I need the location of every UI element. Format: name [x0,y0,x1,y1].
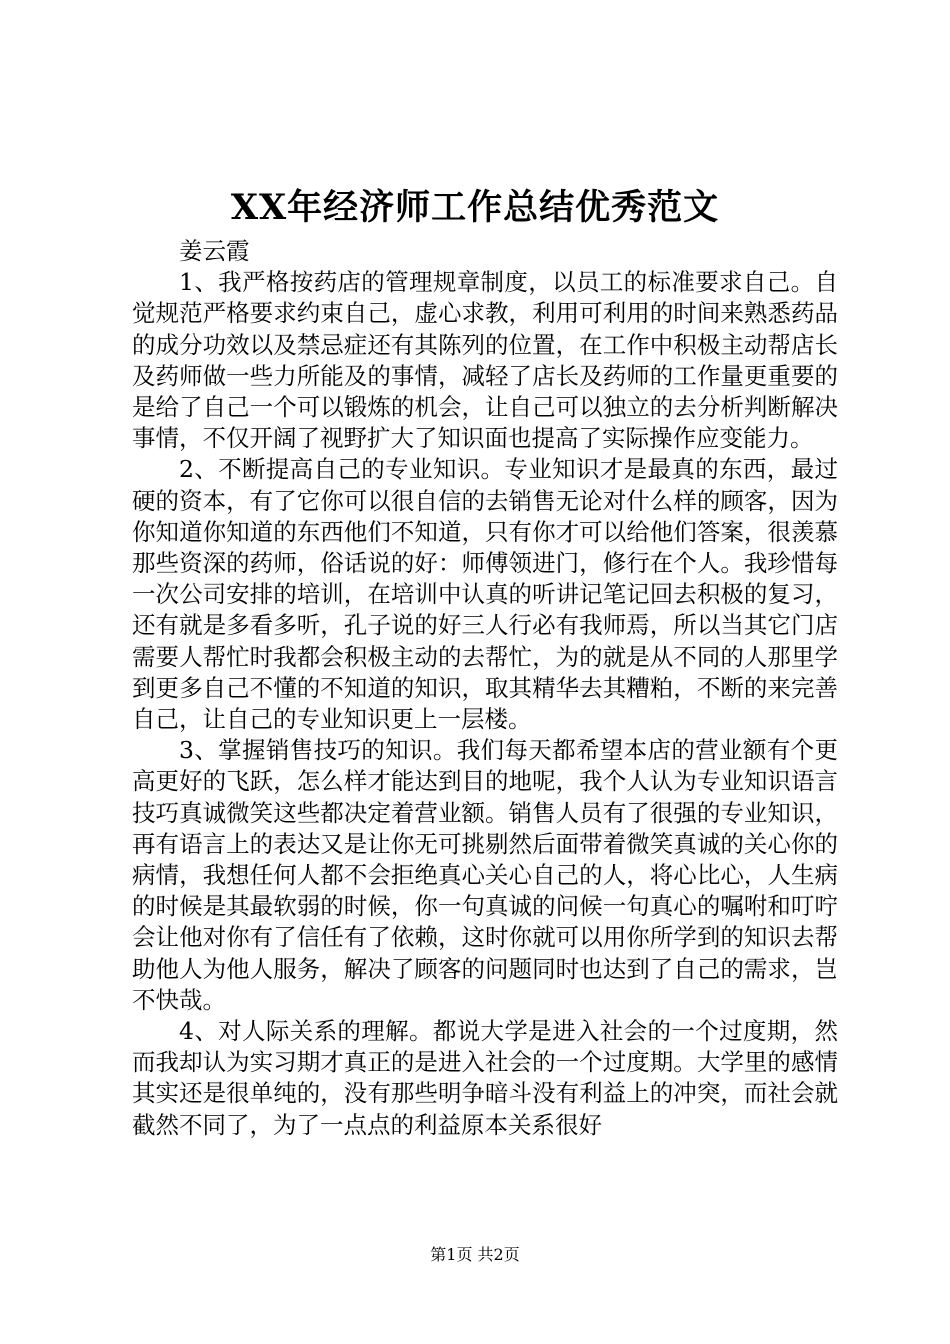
author-name: 姜云霞 [179,237,250,265]
paragraph-3: 3、掌握销售技巧的知识。我们每天都希望本店的营业额有个更高更好的飞跃，怎么样才能达到目的地呢，我个人认为专业知识语言技巧真诚微笑这些都决定着营业额。销售人员有了很强的专业知识，再有语言上的表达又是让你无可挑剔然后面带着微笑真诚的关心你的病情，我想任何人都不会拒绝真心关心自己的人，将心比心，人生病的时候是其最软弱的时候，你一句真诚的问候一句真心的嘱咐和叮咛会让他对你有了信任有了依赖，这时你就可以用你所学到的知识去帮助他人为他人服务，解决了顾客的问题同时也达到了自己的需求，岂不快哉。 [132,736,838,1014]
paragraph-2: 2、不断提高自己的专业知识。专业知识才是最真的东西，最过硬的资本，有了它你可以很自信的去销售无论对什么样的顾客，因为你知道你知道的东西他们不知道，只有你才可以给他们答案，很羡慕那些资深的药师，俗话说的好：师傅领进门，修行在个人。我珍惜每一次公司安排的培训，在培训中认真的听讲记笔记回去积极的复习，还有就是多看多听，孔子说的好三人行必有我师焉，所以当其它门店需要人帮忙时我都会积极主动的去帮忙，为的就是从不同的人那里学到更多自己不懂的不知道的知识，取其精华去其糟粕，不断的来完善自己，让自己的专业知识更上一层楼。 [132,455,838,734]
page-footer: 第1页 共2页 [430,1245,520,1264]
paragraph-1: 1、我严格按药店的管理规章制度，以员工的标准要求自己。自觉规范严格要求约束自己，虚心求教，利用可利用的时间来熟悉药品的成分功效以及禁忌症还有其陈列的位置，在工作中积极主动帮店长及药师做一些力所能及的事情，减轻了店长及药师的工作量更重要的是给了自己一个可以锻炼的机会，让自己可以独立的去分析判断解决事情，不仅开阔了视野扩大了知识面也提高了实际操作应变能力。 [132,268,838,453]
document-title: XX年经济师工作总结优秀范文 [230,187,720,228]
paragraph-4: 4、对人际关系的理解。都说大学是进入社会的一个过度期，然而我却认为实习期才真正的是进入社会的一个过度期。大学里的感情其实还是很单纯的，没有那些明争暗斗没有利益上的冲突，而社会就截然不同了，为了一点点的利益原本关系很好 [132,1017,838,1139]
document-body [132,236,838,1141]
